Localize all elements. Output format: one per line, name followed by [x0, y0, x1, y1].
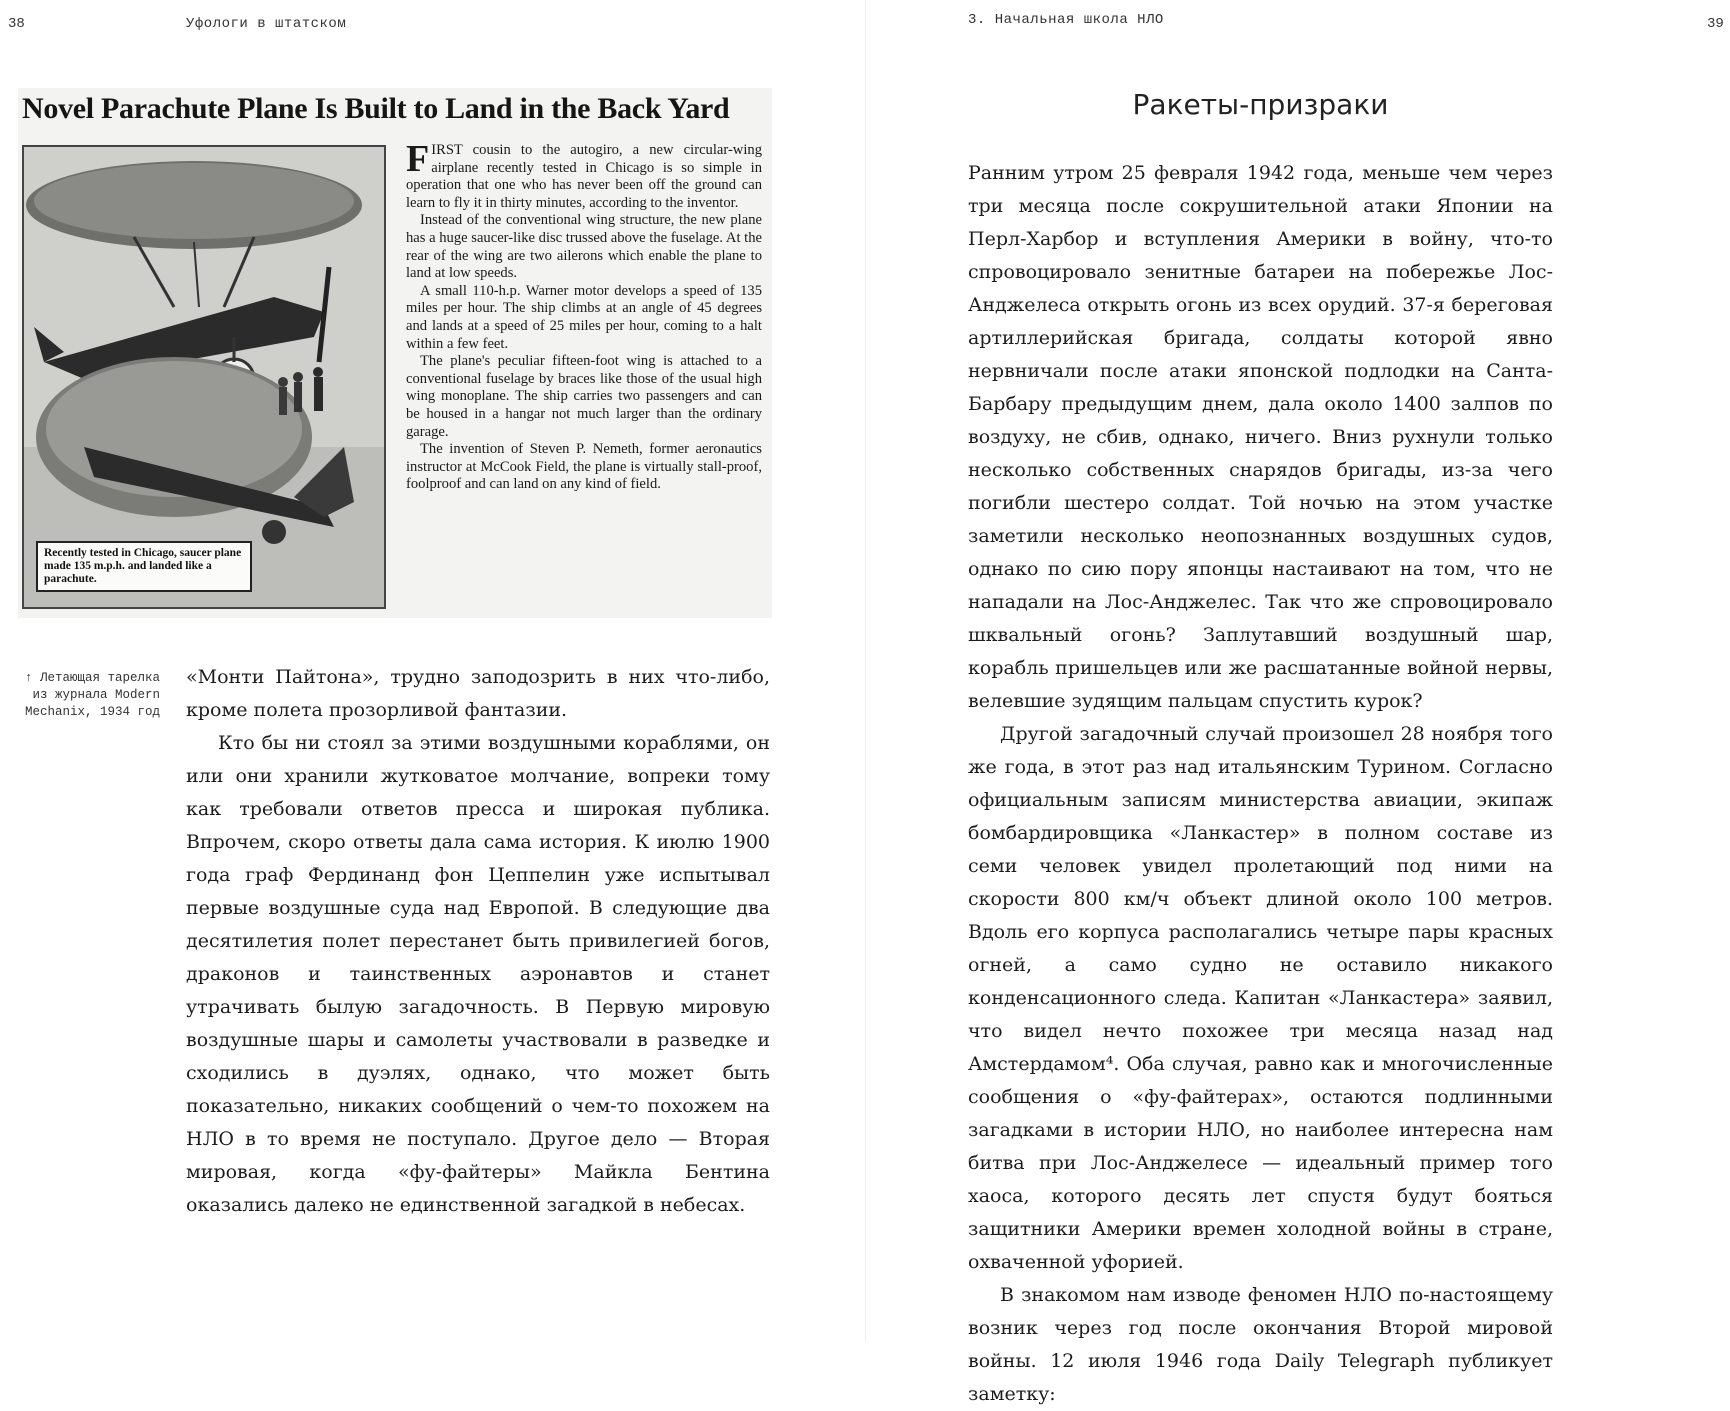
left-page-body [186, 661, 770, 1222]
drop-cap: F [406, 138, 430, 180]
photo-caption: Recently tested in Chicago, saucer plane made 135 m.p.h. and landed like a parachute. [36, 541, 252, 592]
body-paragraph: Кто бы ни стоял за этими воздушными кораблями, он или они хранили жутковатое молчание, вопреки тому как требовали ответов пресса и широкая публика. Впрочем, скоро ответы дала сама история. К июлю 1900 года граф Фердинанд фон Цеппелин уже испытывал первые воздушные суда над Европой. В следующие два десятилетия полет перестанет быть привилегией богов, драконов и таинственных аэронавтов и станет утрачивать былую загадочность. В Первую мировую воздушные шары и самолеты участвовали в разведке и сходились в дуэлях, однако, что может быть показательно, никаких сообщений о чем-то похожем на НЛО в то время не поступало. Другое дело — Вторая мировая, когда «фу-файтеры» Майкла Бентина оказались далеко не единственной загадкой в небесах. [186, 732, 770, 1216]
body-paragraph: В знакомом нам изводе феномен НЛО по-настоящему возник через год после окончания Второй мировой войны. 12 июля 1946 года Daily Telegraph публикует заметку: [968, 1284, 1553, 1405]
page-number-right: 39 [1707, 16, 1724, 32]
clipping-headline: Novel Parachute Plane Is Built to Land in the Back Yard [22, 92, 730, 125]
clipping-paragraph: Instead of the conventional wing structure, the new plane has a huge saucer-like disc trussed above the fuselage. At the rear of the wing are two ailerons which enable the plane to land at low speeds. [406, 212, 762, 282]
page-number-left: 38 [8, 16, 25, 32]
body-paragraph: «Монти Пайтона», трудно заподозрить в них что-либо, кроме полета прозорливой фантазии. [186, 666, 770, 721]
page-gutter [865, 0, 866, 1342]
body-paragraph: Ранним утром 25 февраля 1942 года, меньше чем через три месяца после сокрушительной атаки Японии на Перл-Харбор и вступления Америки в войну, что-то спровоцировало зенитные батареи на побережье Лос-Анджелеса открыть огонь из всех орудий. 37-я береговая артиллерийская бригада, солдаты которой явно нервничали после атаки японской подлодки на Санта-Барбару предыдущим днем, дала около 1400 залпов по воздуху, не сбив, однако, ничего. Вниз рухнули только несколько собственных снарядов бригады, из-за чего погибли шестеро солдат. Той ночью на этом участке заметили несколько неопознанных воздушных судов, однако по сию пору японцы настаивают на том, что не нападали на Лос-Анджелес. Так что же спровоцировало шквальный огонь? Заплутавший воздушный шар, корабль пришельцев или же расшатанные войной нервы, велевшие зудящим пальцам спустить курок? [968, 162, 1553, 712]
clipping-paragraph: The invention of Steven P. Nemeth, former aeronautics instructor at McCook Field, the plane is virtually stall-proof, foolproof and can land on any kind of field. [406, 441, 762, 493]
clipping-paragraph: FIRST cousin to the autogiro, a new circular-wing airplane recently tested in Chicago is so simple in operation that one who has never been off the ground can learn to fly it in thirty minutes, according to the inventor. [406, 138, 762, 211]
section-heading: Ракеты-призраки [1132, 88, 1389, 121]
clipping-article [406, 138, 762, 494]
clipping-photo [22, 145, 386, 609]
right-page-body [968, 157, 1553, 1411]
body-paragraph: Другой загадочный случай произошел 28 ноября того же года, в этот раз над итальянским Турином. Согласно официальным записям министерства авиации, экипаж бомбардировщика «Ланкастер» в полном составе из семи человек увидел пролетающий под ними на скорости 800 км/ч объект длиной около 100 метров. Вдоль его корпуса располагались четыре пары красных огней, а само судно не оставило никакого конденсационного следа. Капитан «Ланкастера» заявил, что видел нечто похожее три месяца назад над Амстердамом⁴. Оба случая, равно как и многочисленные сообщения о «фу-файтерах», остаются подлинными загадками в истории НЛО, но наиболее интересна нам битва при Лос-Анджелесе — идеальный пример того хаоса, которого десять лет спустя будут бояться защитники Америки времен холодной войны в стране, охваченной уфорией. [968, 723, 1553, 1273]
clipping-paragraph: A small 110-h.p. Warner motor develops a speed of 135 miles per hour. The ship climbs at an angle of 45 degrees and lands at a speed of 25 miles per hour, coming to a halt within a few feet. [406, 282, 762, 352]
saucer-plane-illustration [24, 147, 384, 607]
figure-sidenote: ↑ Летающая тарелка из журнала Modern Mechanix, 1934 год [24, 671, 160, 719]
clipping-paragraph: The plane's peculiar fifteen-foot wing is attached to a conventional fuselage by braces like those of the usual high wing monoplane. The ship carries two passengers and can be housed in a hangar not much larger than the ordinary garage. [406, 353, 762, 440]
running-head-left: Уфологи в штатском [186, 16, 347, 32]
running-head-right: 3. Начальная школа НЛО [968, 12, 1164, 28]
